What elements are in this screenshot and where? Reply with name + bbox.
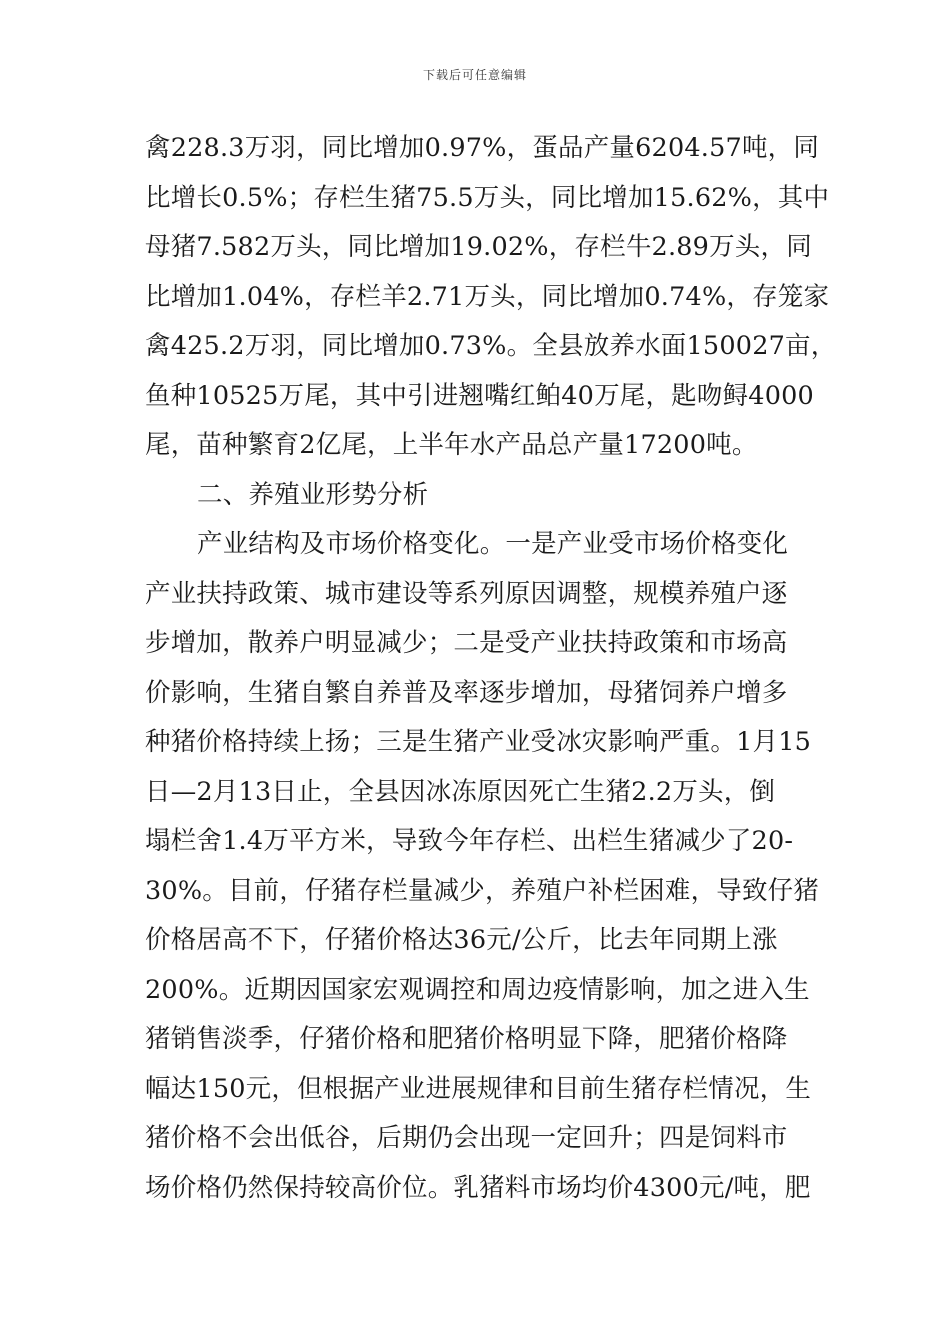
text-line: 禽425.2万羽，同比增加0.73%。全县放养水面150027亩， <box>145 331 837 361</box>
text-line: 猪价格不会出低谷，后期仍会出现一定回升；四是饲料市 <box>145 1123 788 1153</box>
text-line: 200%。近期因国家宏观调控和周边疫情影响，加之进入生 <box>145 974 810 1005</box>
text-line: 比增长0.5%；存栏生猪75.5万头，同比增加15.62%，其中 <box>145 182 830 213</box>
text-line: 日—2月13日止，全县因冰冻原因死亡生猪2.2万头，倒 <box>145 776 776 807</box>
text-line: 幅达150元，但根据产业进展规律和目前生猪存栏情况，生 <box>145 1073 812 1104</box>
text-line: 禽228.3万羽，同比增加0.97%，蛋品产量6204.57吨，同 <box>145 133 820 163</box>
text-line: 场价格仍然保持较高价位。乳猪料市场均价4300元/吨，肥 <box>145 1172 811 1203</box>
text-line: 价格居高不下，仔猪价格达36元/公斤，比去年同期上涨 <box>145 925 778 955</box>
text-line: 塌栏舍1.4万平方米，导致今年存栏、出栏生猪减少了20- <box>145 826 794 856</box>
text-line: 比增加1.04%，存栏羊2.71万头，同比增加0.74%，存笼家 <box>145 281 830 312</box>
text-line: 猪销售淡季，仔猪价格和肥猪价格明显下降，肥猪价格降 <box>145 1024 788 1054</box>
text-line: 产业扶持政策、城市建设等系列原因调整，规模养殖户逐 <box>145 578 788 609</box>
body-text <box>145 124 837 1213</box>
text-line: 尾，苗种繁育2亿尾，上半年水产品总产量17200吨。 <box>145 430 758 460</box>
text-line: 产业结构及市场价格变化。一是产业受市场价格变化 <box>197 529 789 559</box>
text-line: 鱼种10525万尾，其中引进翘嘴红鲌40万尾，匙吻鲟4000 <box>145 380 814 411</box>
text-line: 二、养殖业形势分析 <box>197 479 429 510</box>
text-line: 种猪价格持续上扬；三是生猪产业受冰灾影响严重。1月15 <box>145 727 812 757</box>
text-line: 价影响，生猪自繁自养普及率逐步增加，母猪饲养户增多 <box>145 677 788 708</box>
text-line: 30%。目前，仔猪存栏量减少，养殖户补栏困难，导致仔猪 <box>145 875 820 906</box>
page-header: 下载后可任意编辑 <box>422 68 527 82</box>
text-line: 步增加，散养户明显减少；二是受产业扶持政策和市场高 <box>145 628 788 658</box>
text-line: 母猪7.582万头，同比增加19.02%，存栏牛2.89万头，同 <box>145 232 812 262</box>
